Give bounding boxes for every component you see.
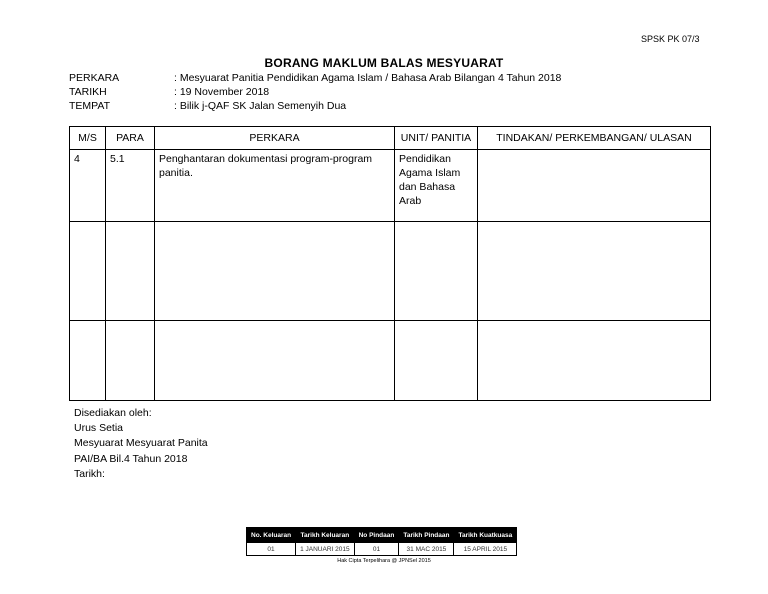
cell-unit [395,222,478,321]
cell-tindakan [478,222,711,321]
cell-perkara [155,222,395,321]
header-unit: UNIT/ PANITIA [395,127,478,150]
revision-table [246,527,517,556]
cell-tindakan [478,321,711,401]
revision-header: No. Keluaran [247,528,296,543]
cell-ms [70,222,106,321]
copyright-notice: Hak Cipta Terpelihara @ JPNSel 2015 [337,558,431,564]
header-ms: M/S [70,127,106,150]
document-code: SPSK PK 07/3 [641,34,700,44]
prepared-by-date: Tarikh: [74,467,105,480]
revision-header: Tarikh Kuatkuasa [454,528,517,543]
cell-ms [70,321,106,401]
table-header-row [70,127,711,150]
prepared-by-line: Mesyuarat Mesyuarat Panita [74,437,208,450]
prepared-by-line: Urus Setia [74,422,124,435]
header-perkara: PERKARA [155,127,395,150]
cell-perkara: Penghantaran dokumentasi program-program panitia. [155,150,395,222]
meta-value: : Mesyuarat Panitia Pendidikan Agama Islam / Bahasa Arab Bilangan 4 Tahun 2018 [174,72,562,84]
revision-value: 1 JANUARI 2015 [296,543,355,556]
revision-value-row [247,543,517,556]
feedback-table [69,126,711,401]
meta-value: : Bilik j-QAF SK Jalan Semenyih Dua [174,100,347,112]
revision-header: Tarikh Pindaan [399,528,454,543]
meta-value: : 19 November 2018 [174,86,270,98]
prepared-by-line: PAI/BA Bil.4 Tahun 2018 [74,452,188,465]
header-tindakan: TINDAKAN/ PERKEMBANGAN/ ULASAN [478,127,711,150]
prepared-by-block [74,406,208,482]
table-row [70,150,711,222]
form-title: BORANG MAKLUM BALAS MESYUARAT [264,56,504,70]
cell-para: 5.1 [106,150,155,222]
cell-para [106,222,155,321]
revision-value: 01 [247,543,296,556]
cell-unit [395,321,478,401]
cell-perkara [155,321,395,401]
meta-label: TARIKH [69,86,107,98]
header-para: PARA [106,127,155,150]
table-row [70,222,711,321]
revision-value: 01 [354,543,399,556]
revision-value: 15 APRIL 2015 [454,543,517,556]
prepared-by-label: Disediakan oleh: [74,407,152,419]
meta-label: TEMPAT [69,100,111,112]
revision-header-row [247,528,517,543]
table-row [70,321,711,401]
cell-ms: 4 [70,150,106,222]
meta-label: PERKARA [69,72,120,84]
revision-header: No Pindaan [354,528,399,543]
cell-unit: Pendidikan Agama Islam dan Bahasa Arab [395,150,478,222]
cell-para [106,321,155,401]
revision-header: Tarikh Keluaran [296,528,355,543]
cell-tindakan [478,150,711,222]
revision-value: 31 MAC 2015 [399,543,454,556]
